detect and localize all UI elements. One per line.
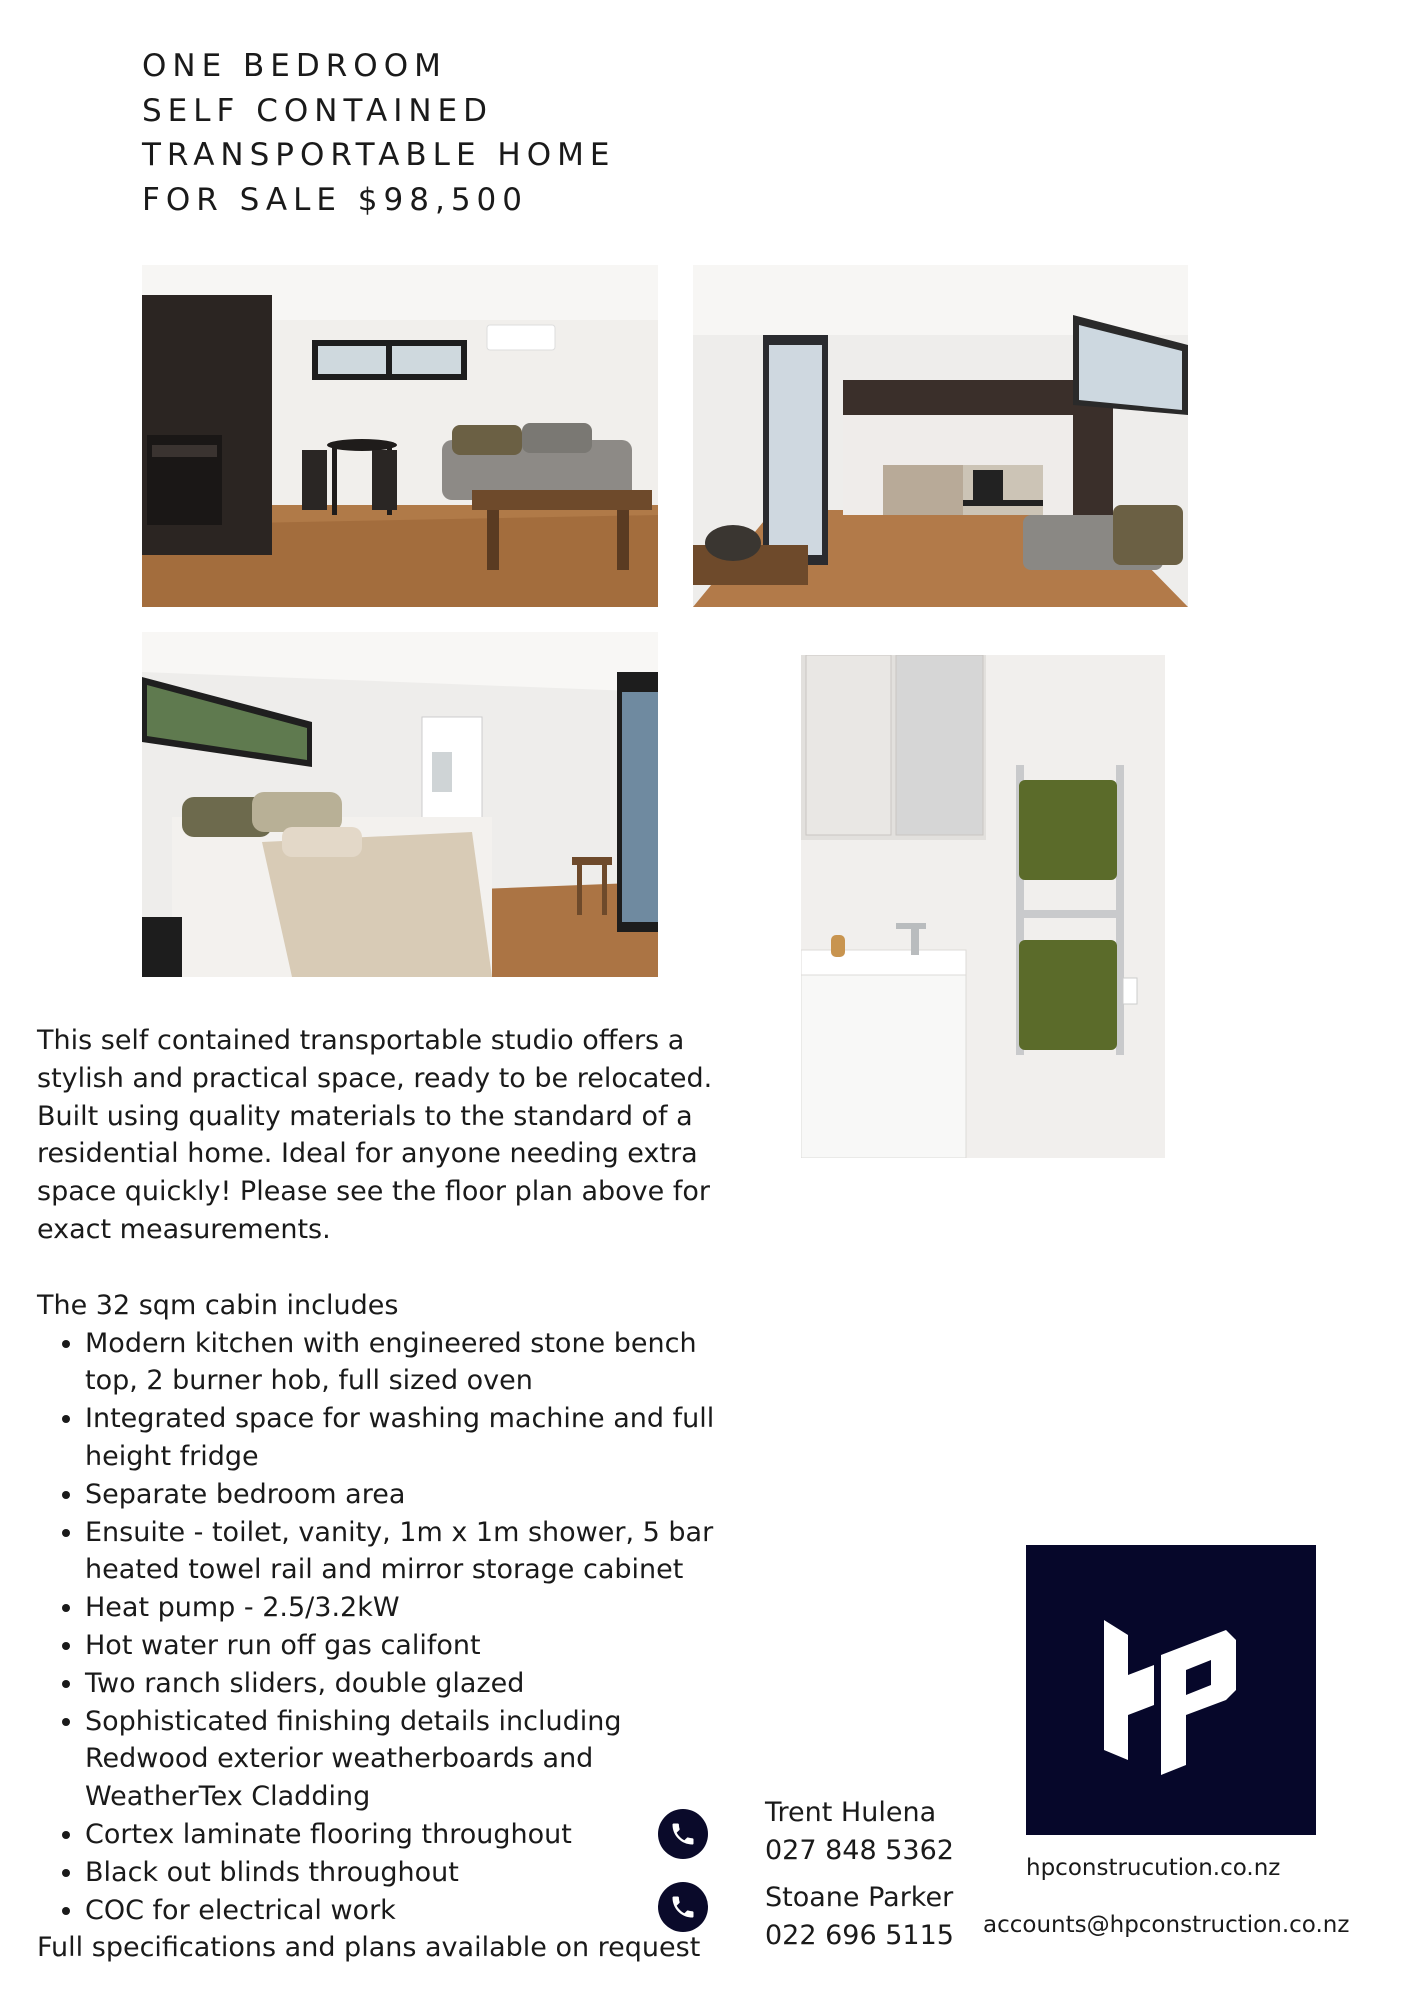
phone-icon (658, 1882, 708, 1932)
contact-phone[interactable]: 027 848 5362 (765, 1835, 954, 1866)
list-item: • Two ranch sliders, double glazed (85, 1665, 727, 1703)
title-line-3: TRANSPORTABLE HOME (142, 137, 616, 173)
contact-stoane (765, 1879, 954, 1955)
contact-trent (765, 1794, 954, 1870)
description-intro: This self contained transportable studio offers a stylish and practical space, ready to be relocated. Built using quality materials to the standard of a residential home. Ideal for anyone needing extra space quickly! Please see the floor plan above for exact measurements. (37, 1025, 713, 1245)
footer-note: Full specifications and plans available on request (37, 1932, 701, 1964)
features-list (37, 1325, 727, 1930)
title-line-4: FOR SALE $98,500 (142, 181, 528, 218)
contact-name: Stoane Parker (765, 1882, 954, 1913)
list-item: • Sophisticated finishing details including Redwood exterior weatherboards and WeatherTex Cladding (85, 1703, 727, 1816)
contact-name: Trent Hulena (765, 1797, 937, 1828)
list-item: • Hot water run off gas califont (85, 1627, 727, 1665)
title-line-2: SELF CONTAINED (142, 92, 493, 129)
list-item: • Separate bedroom area (85, 1476, 727, 1514)
living-room-photo (142, 265, 658, 607)
list-item: • Black out blinds throughout (85, 1854, 727, 1892)
description (37, 1022, 727, 1967)
title-line-1: ONE BEDROOM (142, 48, 447, 84)
contact-phone[interactable]: 022 696 5115 (765, 1920, 954, 1951)
list-item: • Modern kitchen with engineered stone bench top, 2 burner hob, full sized oven (85, 1325, 727, 1401)
list-item: • Ensuite - toilet, vanity, 1m x 1m shower, 5 bar heated towel rail and mirror storage cabinet (85, 1514, 727, 1590)
list-item: • Cortex laminate flooring throughout (85, 1816, 727, 1854)
list-item: • Integrated space for washing machine and full height fridge (85, 1400, 727, 1476)
list-item: • COC for electrical work (85, 1892, 727, 1930)
email-link[interactable]: accounts@hpconstruction.co.nz (983, 1912, 1350, 1938)
phone-icon (658, 1809, 708, 1859)
kitchen-photo (693, 265, 1188, 607)
hp-logo (1026, 1545, 1316, 1835)
bathroom-photo (801, 655, 1165, 1158)
list-item: • Heat pump - 2.5/3.2kW (85, 1589, 727, 1627)
features-heading: The 32 sqm cabin includes (37, 1289, 399, 1321)
website-link[interactable]: hpconstrucution.co.nz (1026, 1855, 1281, 1881)
page-title (142, 44, 615, 222)
bedroom-photo (142, 632, 658, 977)
